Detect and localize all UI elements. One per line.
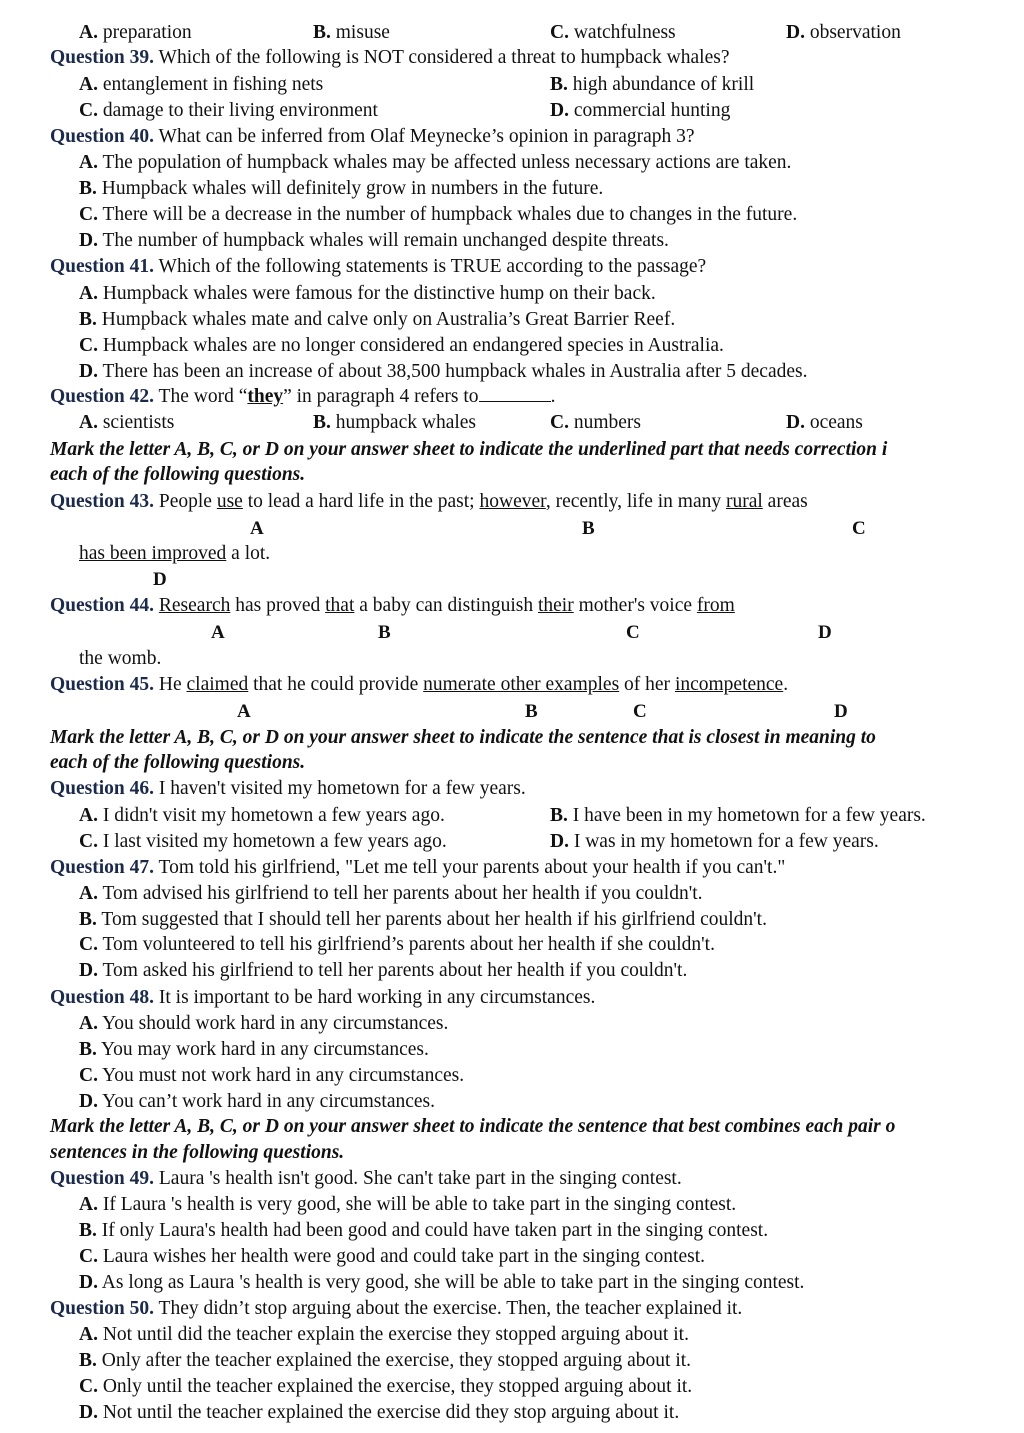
question-46: Question 46. I haven't visited my hometown for a few years.	[50, 778, 526, 799]
question-43: Question 43. People use to lead a hard life in the past; however, recently, life in many rural areas	[50, 491, 808, 512]
q40-option-b: B. Humpback whales will definitely grow in numbers in the future.	[79, 178, 604, 199]
question-47: Question 47. Tom told his girlfriend, "Let me tell your parents about your health if you can't."	[50, 857, 786, 878]
question-50: Question 50. They didn’t stop arguing about the exercise. Then, the teacher explained it.	[50, 1298, 743, 1319]
q40-option-a: A. The population of humpback whales may be affected unless necessary actions are taken.	[79, 152, 792, 173]
q41-option-b: B. Humpback whales mate and calve only on Australia’s Great Barrier Reef.	[79, 309, 676, 330]
q43-continuation: has been improved a lot.	[79, 543, 271, 564]
q47-option-a: A. Tom advised his girlfriend to tell her parents about her health if you couldn't.	[79, 883, 703, 904]
q46-option-a: A. I didn't visit my hometown a few years ago.	[79, 805, 445, 826]
q43-mark-a: A	[250, 518, 264, 539]
q39-option-a: A. entanglement in fishing nets	[79, 74, 324, 95]
q42-option-c: C. numbers	[550, 412, 641, 433]
q45-mark-d: D	[834, 701, 848, 722]
instruction-error-identification: Mark the letter A, B, C, or D on your answer sheet to indicate the underlined part that needs correction i	[50, 439, 888, 460]
q49-option-d: D. As long as Laura 's health is very good, she will be able to take part in the singing contest.	[79, 1272, 805, 1293]
q41-option-a: A. Humpback whales were famous for the distinctive hump on their back.	[79, 283, 656, 304]
q43-mark-c: C	[852, 518, 866, 539]
q49-option-a: A. If Laura 's health is very good, she will be able to take part in the singing contest.	[79, 1194, 737, 1215]
q50-option-b: B. Only after the teacher explained the exercise, they stopped arguing about it.	[79, 1350, 692, 1371]
question-42: Question 42. The word “they” in paragraph 4 refers to .	[50, 386, 556, 407]
q47-option-b: B. Tom suggested that I should tell her parents about her health if his girlfriend couldn't.	[79, 909, 767, 930]
instruction-combine-sentences: Mark the letter A, B, C, or D on your answer sheet to indicate the sentence that best combines each pair o	[50, 1116, 896, 1137]
instruction-closest-meaning-cont: each of the following questions.	[50, 752, 306, 773]
q38-option-c: C. watchfulness	[550, 22, 676, 43]
q43-mark-b: B	[582, 518, 595, 539]
q49-option-c: C. Laura wishes her health were good and could take part in the singing contest.	[79, 1246, 705, 1267]
answer-blank	[479, 385, 551, 402]
q42-option-a: A. scientists	[79, 412, 175, 433]
question-39: Question 39. Which of the following is NOT considered a threat to humpback whales?	[50, 47, 730, 68]
q50-option-d: D. Not until the teacher explained the exercise did they stop arguing about it.	[79, 1402, 680, 1423]
q39-option-c: C. damage to their living environment	[79, 100, 378, 121]
q44-continuation: the womb.	[79, 648, 162, 669]
q50-option-a: A. Not until did the teacher explain the exercise they stopped arguing about it.	[79, 1324, 689, 1345]
q46-option-d: D. I was in my hometown for a few years.	[550, 831, 879, 852]
instruction-closest-meaning: Mark the letter A, B, C, or D on your answer sheet to indicate the sentence that is closest in meaning to	[50, 727, 876, 748]
q48-option-b: B. You may work hard in any circumstances.	[79, 1039, 429, 1060]
q49-option-b: B. If only Laura's health had been good and could have taken part in the singing contest.	[79, 1220, 769, 1241]
q48-option-d: D. You can’t work hard in any circumstances.	[79, 1091, 435, 1112]
q43-mark-d: D	[153, 569, 167, 590]
question-40: Question 40. What can be inferred from Olaf Meynecke’s opinion in paragraph 3?	[50, 126, 695, 147]
q38-option-d: D. observation	[786, 22, 901, 43]
q47-option-d: D. Tom asked his girlfriend to tell her parents about her health if you couldn't.	[79, 960, 688, 981]
q45-mark-b: B	[525, 701, 538, 722]
q39-option-b: B. high abundance of krill	[550, 74, 755, 95]
q42-option-d: D. oceans	[786, 412, 863, 433]
q45-mark-c: C	[633, 701, 647, 722]
q45-mark-a: A	[237, 701, 251, 722]
q44-mark-d: D	[818, 622, 832, 643]
q50-option-c: C. Only until the teacher explained the exercise, they stopped arguing about it.	[79, 1376, 693, 1397]
q46-option-b: B. I have been in my hometown for a few years.	[550, 805, 926, 826]
q48-option-a: A. You should work hard in any circumstances.	[79, 1013, 449, 1034]
q47-option-c: C. Tom volunteered to tell his girlfriend’s parents about her health if she couldn't.	[79, 934, 715, 955]
q44-mark-a: A	[211, 622, 225, 643]
q40-option-c: C. There will be a decrease in the number of humpback whales due to changes in the future.	[79, 204, 798, 225]
instruction-error-identification-cont: each of the following questions.	[50, 464, 306, 485]
question-45: Question 45. He claimed that he could provide numerate other examples of her incompetence.	[50, 674, 789, 695]
q38-option-b: B. misuse	[313, 22, 390, 43]
q39-option-d: D. commercial hunting	[550, 100, 731, 121]
q41-option-c: C. Humpback whales are no longer considered an endangered species in Australia.	[79, 335, 724, 356]
q48-option-c: C. You must not work hard in any circumstances.	[79, 1065, 465, 1086]
q38-option-a: A. preparation	[79, 22, 192, 43]
q41-option-d: D. There has been an increase of about 38,500 humpback whales in Australia after 5 decades.	[79, 361, 808, 382]
q40-option-d: D. The number of humpback whales will remain unchanged despite threats.	[79, 230, 669, 251]
question-49: Question 49. Laura 's health isn't good. She can't take part in the singing contest.	[50, 1168, 682, 1189]
question-44: Question 44. Research has proved that a baby can distinguish their mother's voice from	[50, 595, 735, 616]
instruction-combine-sentences-cont: sentences in the following questions.	[50, 1142, 345, 1163]
q42-option-b: B. humpback whales	[313, 412, 477, 433]
q44-mark-c: C	[626, 622, 640, 643]
q44-mark-b: B	[378, 622, 391, 643]
question-48: Question 48. It is important to be hard working in any circumstances.	[50, 987, 596, 1008]
question-41: Question 41. Which of the following statements is TRUE according to the passage?	[50, 256, 707, 277]
q46-option-c: C. I last visited my hometown a few years ago.	[79, 831, 447, 852]
